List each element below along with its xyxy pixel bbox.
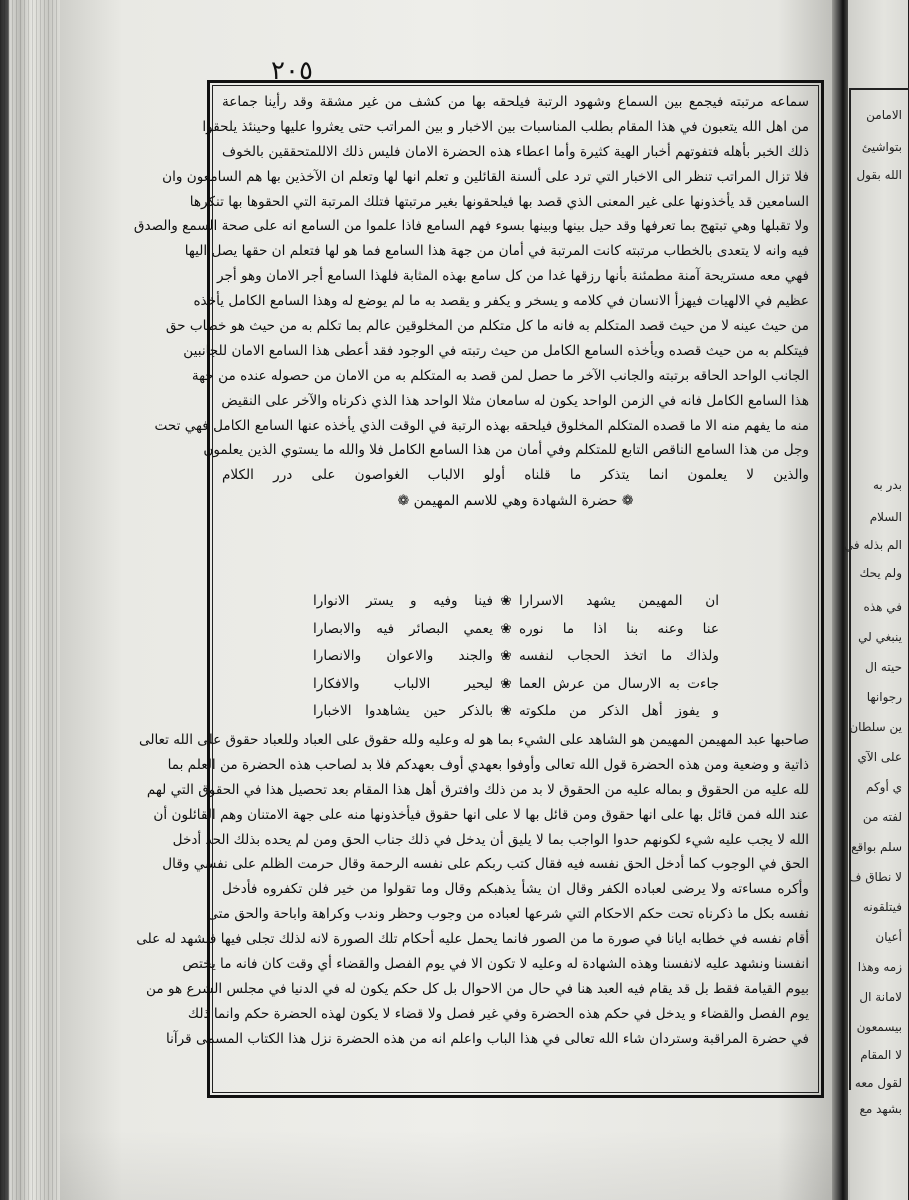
adjacent-page-fragment: بيسمعون [856, 1020, 902, 1034]
adjacent-page-fragment: السلام [869, 510, 902, 524]
text-line: عظيم في الالهيات فيهزأ الانسان في كلامه و يسخر و يكفر و يقصد به ما لم يوضع له وهذا السامع الكامل يأخذه [193, 293, 809, 310]
text-line: في حضرة المراقبة وستردان شاء الله تعالى في هذا الباب واعلم انه من هذه الحضرة نزل هذا الكتاب المسمى قرآنا [165, 1030, 809, 1047]
text-line: فهي معه مستريحة آمنة مطمئنة بأنها رزقها غدا من كل سامع بهذه المثابة فلهذا السامع أجر الامان وهو أجر [216, 268, 809, 285]
text-line: نفسه بكل ما ذكرناه تحت حكم الاحكام التي شرعها لعباده من وجوب وحظر وندب وكراهة واباحة والحق متى [207, 906, 809, 923]
adjacent-page-fragment: زمه وهذا [857, 960, 902, 974]
text-line: وجل من هذا السامع الناقص التابع للمتكلم وفي أمان من هذا السامع الكامل فلا والله ما يستوي الذين يعلمون [203, 442, 809, 459]
page-number: ٢٠٥ [271, 56, 313, 86]
verse-row [222, 616, 809, 644]
adjacent-page-fragment: لا نطاق ف [848, 870, 902, 884]
text-line: لله عليه من الحقوق و بماله عليه من الحقوق لا بد من ذلك وافترق أهل هذا المقام بعد تحصيل هذا في الحقوق التي لهم [146, 781, 809, 798]
verse-first-hemistich: و يفوز أهل الذكر من ملكوته [519, 703, 719, 719]
text-line: من حيث عينه لا من حيث قصد المتكلم به فانه ما كل متكلم من المخلوقين عالم بما تكلم به من حيث هو خطاب حق [165, 318, 809, 335]
text-line: الجانب الواحد الحاقه برتبته والجانب الآخر ما حصل لمن قصد به المتكلم به من الامان من حصوله عنده من جهة [191, 367, 809, 384]
text-line: ذاتية و وضعية ومن هذه الحضرة قول الله تعالى وأوفوا بعهدي أوف بعهدكم فلا بد لصاحب هذه الحضرة من العلم بما [167, 756, 809, 773]
verse-second-hemistich: والجند والاعوان والانصارا [313, 648, 493, 664]
verse-separator-icon: ❀ [500, 648, 512, 664]
adjacent-page-fragment: لقول معه [854, 1076, 902, 1090]
verse-first-hemistich: عنا وعنه بنا اذا ما نوره [519, 620, 719, 637]
adjacent-page-fragment: الم بذله في [843, 538, 902, 552]
text-line: انفسنا ونشهد عليه لانفسنا وهذه الشهادة له وعليه لا تكون الا في يوم الفصل والقضاء أي وقت كان فانه ما يختص [182, 956, 809, 973]
page-shadow [60, 1130, 850, 1200]
verse-separator-icon: ❀ [500, 703, 512, 719]
adjacent-page-fragment: ينبغي لي [858, 630, 902, 644]
text-line: يوم الفصل والقضاء و يدخل في حكم هذه الحضرة وفي غير فصل ولا قضاء لا يكون لهذه الحضرة حكم وانما ذلك [187, 1005, 809, 1022]
adjacent-page-frame-top [849, 88, 909, 90]
main-text-block [133, 90, 809, 514]
adjacent-page-fragment: بتواشيئ [861, 140, 902, 154]
text-line: عند الله فمن قائل بها على انها حقوق ومن قائل بها لا على انها حقوق فيأخذونها منه على جهة الامتنان وهم القائلون أن [153, 806, 809, 823]
text-line: من اهل الله يتعبون في هذا المقام بطلب المناسبات بين الاخبار و بين المراتب حتى يعثروا عليها وحينئذ يلحقوا [202, 118, 809, 135]
poem-verses [222, 588, 809, 726]
section-heading: ❁ حضرة الشهادة وهي للاسم المهيمن ❁ [397, 493, 634, 510]
verse-separator-icon: ❀ [500, 675, 512, 692]
verse-second-hemistich: يعمي البصائر فيه والابصارا [313, 620, 493, 637]
text-line: والذين لا يعلمون انما يتذكر ما قلناه أولو الالباب الغواصون على درر الكلام [222, 467, 809, 484]
text-line: منه ما يفهم منه الا ما قصده المتكلم المخلوق فيلحقه بهذه الرتبة في الوقت الذي يأخذه عنها السامع الكامل فهي تحت [154, 417, 809, 434]
adjacent-page-fragment: ين سلطان [849, 720, 902, 734]
adjacent-page-fragment: ي أوكم [865, 780, 902, 794]
text-line: ذلك الخبر بأهله فتفوتهم أخبار الهية كثيرة وأما اعطاء هذه الحضرة الامان فليس ذلك الاللمتحققين بالخوف [222, 143, 809, 160]
adjacent-page-fragment: بدر به [872, 478, 902, 492]
adjacent-page-fragment: في هذه [863, 600, 902, 614]
verse-row [222, 643, 809, 671]
adjacent-page-fragment: حيته ال [865, 660, 902, 674]
adjacent-page-fragment: لا المقام [860, 1048, 902, 1062]
verse-first-hemistich: جاءت به الارسال من عرش العما [519, 675, 719, 692]
adjacent-page-fragment: ولم يحك [859, 566, 902, 580]
text-line: السامعين قد يأخذونها على غير المعنى الذي قصد بها فيلحقونها بغير مرتبتها فتلك المرتبة التي الحقوها بها تنكرها [189, 193, 809, 210]
adjacent-page-fragment: الامامن [866, 108, 902, 122]
adjacent-page-fragment: بشهد مع [859, 1102, 902, 1116]
continuation-text-block [136, 728, 809, 1052]
adjacent-page-fragment: الله بقول [856, 168, 902, 182]
text-line: فلا تزال المراتب تنظر الى الاخبار التي ترد على ألسنة القائلين و تعلم انها لها وتعلم ان الآخذين بها هم السامعون وان [162, 168, 809, 185]
adjacent-page-fragment: فيتلقونه [863, 900, 902, 914]
text-line: أقام نفسه في خطابه ايانا في صورة ما من الصور فانما يحمل عليه أحكام تلك الصورة لانه لذلك تجلى فيها فنشهد له على [136, 931, 809, 948]
text-line: سماعه مرتبته فيجمع بين السماع وشهود الرتبة فيلحقه بها من كشف من غير مشقة وقد رأينا جماعة [222, 94, 809, 110]
verse-first-hemistich: ولذاك ما اتخذ الحجاب لنفسه [519, 648, 719, 664]
heading-ornament-icon: ❁ [617, 493, 634, 510]
verse-row [222, 588, 809, 616]
verse-separator-icon: ❀ [500, 620, 512, 637]
text-line: صاحبها عبد المهيمن المهيمن هو الشاهد على الشيء بما هو له وعليه ولله حقوق على العباد وللعباد حقوق على الله تعالى [138, 732, 809, 748]
adjacent-page-fragment: لفته من [862, 810, 902, 824]
text-line: هذا السامع الكامل فانه في الزمن الواحد يكون له سامعان مثلا الواحد هذا الذي ذكرناه والآخر على النقيض [221, 392, 809, 409]
verse-separator-icon: ❀ [500, 593, 512, 609]
adjacent-page-fragment: سلم بواقع [851, 840, 902, 854]
text-line: فيه وانه لا يتعدى بالخطاب مرتبته كانت المرتبة في أمان من جهة هذا السامع فما هو لها فتعلم ان حقها يصل اليها [184, 243, 809, 260]
verse-row [222, 698, 809, 726]
adjacent-page-fragment: على الآي [857, 750, 902, 764]
text-line: الحق في الوجوب كما أدخل الحق نفسه فيه فقال كتب ربكم على نفسه الرحمة وقال حرمت الظلم على نفسي وقال [162, 856, 809, 873]
verse-second-hemistich: ليحير الالباب والافكارا [313, 675, 493, 692]
heading-ornament-icon: ❁ [397, 493, 414, 510]
text-line: وأكره مساءته ولا يرضى لعباده الكفر وقال ان يشأ يذهبكم وقال وما تقولوا من خير فلن تكفروه فأدخل [222, 881, 809, 898]
verse-row [222, 671, 809, 699]
verse-first-hemistich: ان المهيمن يشهد الاسرارا [519, 593, 719, 609]
text-line: ولا تقبلها وهي تبتهج بما تعرفها وقد حيل بينها وبينها بسوء فهم السامع فاذا علموا من السامع انه على صحة السمع والصدق [133, 218, 809, 235]
adjacent-page-fragment: لامانة ال [859, 990, 902, 1004]
verse-second-hemistich: فينا وفيه و يستر الانوارا [313, 593, 493, 609]
verse-second-hemistich: بالذكر حين يشاهدوا الاخبارا [313, 703, 493, 719]
adjacent-page-fragment: رجوانها [866, 690, 902, 704]
text-line: الله لا يجب عليه شيء لكونهم حدوا الواجب بما لا يليق أن يدخل في ذلك جناب الحق ومن لم يحده بذلك الحد أدخل [172, 831, 809, 848]
text-line: فيتكلم به من حيث قصده ويأخذه السامع الكامل من حيث رتبته في الوجود فقد أعطى هذا السامع الامان للجانبين [183, 342, 809, 359]
text-line: بيوم القيامة فقط بل قد يقام فيه العبد هنا في حال من الاحوال بل كل حكم يكون له في الدنيا في مجلس الشرع هو من [146, 980, 809, 997]
adjacent-page-fragment: أعيان [875, 930, 902, 944]
